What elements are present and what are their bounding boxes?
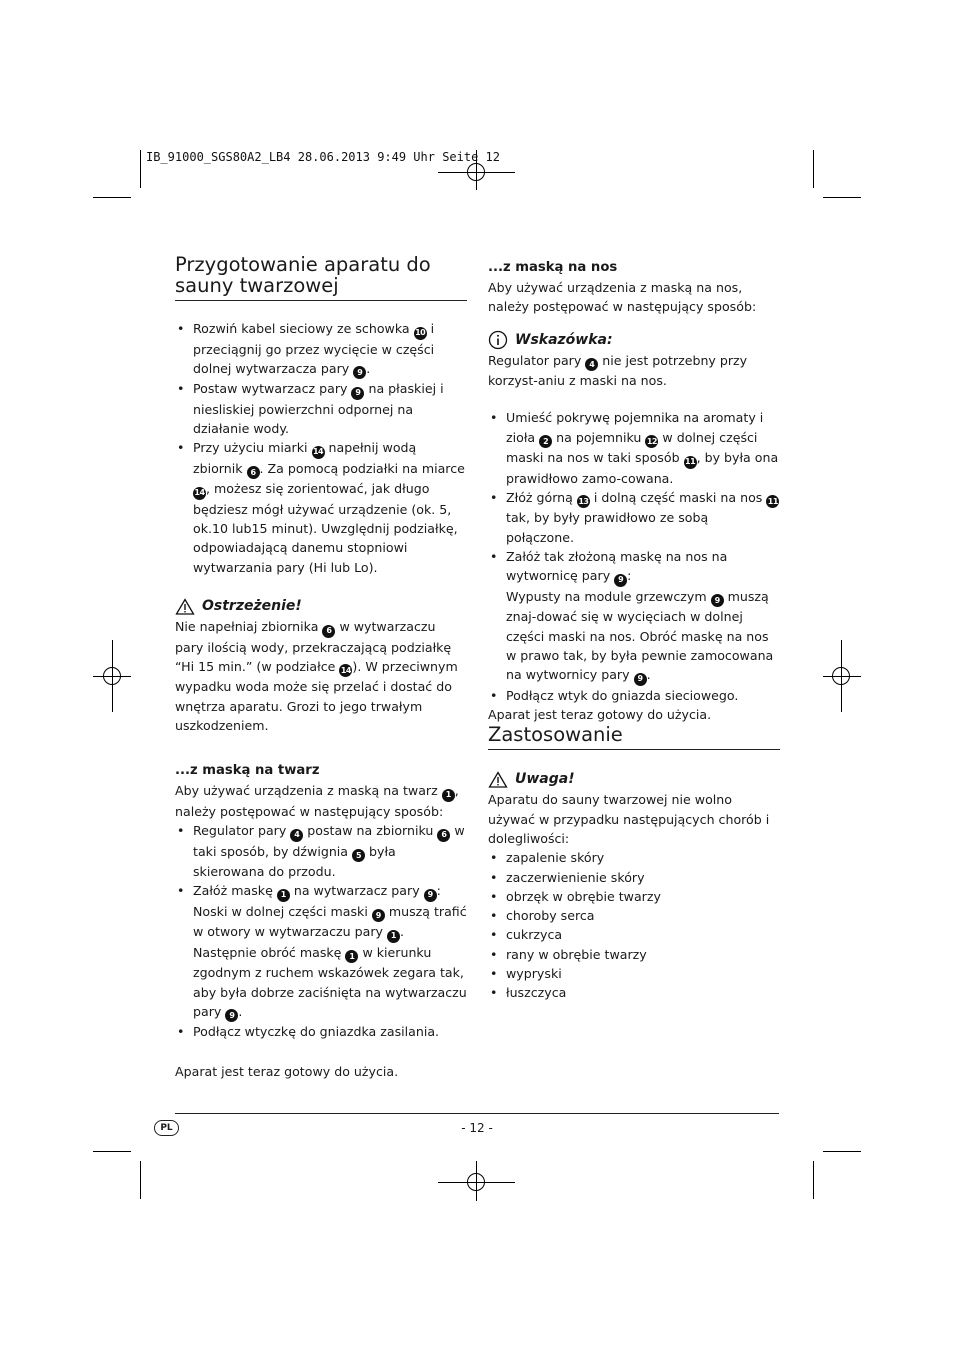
part-number-badge: 1 <box>277 889 290 902</box>
preparation-steps <box>175 319 467 577</box>
crop-mark <box>140 150 141 188</box>
list-item: • Regulator pary 4 postaw na zbiorniku 6 w taki sposób, by dźwignia 5 była skierowana do przodu. <box>175 821 467 881</box>
warning-block <box>175 595 467 735</box>
section-title-preparation: Przygotowanie aparatu do sauny twarzowej <box>175 254 467 301</box>
list-item: • Podłącz wtyczkę do gniazdka zasilania. <box>175 1022 467 1041</box>
list-item: • Umieść pokrywę pojemnika na aromaty i zioła 2 na pojemniku 12 w dolnej części maski na nos w taki sposób 11, by była ona prawidłowo zamo-cowana. <box>488 408 780 488</box>
part-number-badge: 4 <box>290 829 303 842</box>
contraindications-list <box>488 848 780 1002</box>
list-item: • łuszczyca <box>488 983 780 1002</box>
list-item: • Złóż górną 13 i dolną część maski na nos 11 tak, by były prawidłowo ze sobą połączone. <box>488 488 780 547</box>
left-column <box>175 254 467 1081</box>
part-number-badge: 9 <box>225 1009 238 1022</box>
part-number-badge: 4 <box>585 358 598 371</box>
ready-text: Aparat jest teraz gotowy do użycia. <box>488 707 712 723</box>
caution-block <box>488 768 780 1002</box>
subheading-face-mask: ...z maską na twarz <box>175 763 320 779</box>
registration-circle <box>467 163 485 181</box>
warning-triangle-icon <box>175 598 195 615</box>
part-number-badge: 9 <box>351 387 364 400</box>
part-number-badge: 14 <box>312 446 325 459</box>
hint-heading: Wskazówka: <box>515 331 613 348</box>
nose-intro: Aby używać urządzenia z maską na nos, należy postępować w następujący sposób: <box>488 280 757 315</box>
part-number-badge: 9 <box>634 673 647 686</box>
right-column <box>488 258 780 1003</box>
part-number-badge: 9 <box>424 889 437 902</box>
warning-triangle-icon <box>488 771 508 788</box>
nose-mask-steps <box>488 408 780 705</box>
list-item: • cukrzyca <box>488 925 780 944</box>
part-number-badge: 12 <box>645 435 658 448</box>
list-item: • wypryski <box>488 964 780 983</box>
part-number-badge: 9 <box>711 594 724 607</box>
part-number-badge: 11 <box>684 456 697 469</box>
ready-text: Aparat jest teraz gotowy do użycia. <box>175 1063 399 1079</box>
list-item: • Przy użyciu miarki 14 napełnij wodą zbiornik 6 . Za pomocą podziałki na miarce 14, możesz się zorientować, jak długo będziesz mógł używać urządzenie (ok. 5, ok.10 lub15 minut). Uwzględnij podziałkę, odpowiadającą danemu stopniowi wytwarzania pary (Hi lub Lo). <box>175 438 467 577</box>
print-slug: IB_91000_SGS80A2_LB4 28.06.2013 9:49 Uhr Seite 12 <box>146 150 501 164</box>
footer-rule <box>175 1113 779 1114</box>
crop-mark <box>823 1151 861 1152</box>
part-number-badge: 14 <box>339 664 352 677</box>
list-item: • choroby serca <box>488 906 780 925</box>
section-title-usage: Zastosowanie <box>488 724 780 750</box>
face-mask-steps <box>175 821 467 1042</box>
registration-circle <box>832 667 850 685</box>
crop-mark <box>140 1161 141 1199</box>
crop-mark <box>93 197 131 198</box>
part-number-badge: 9 <box>372 909 385 922</box>
list-item: • obrzęk w obrębie twarzy <box>488 887 780 906</box>
language-badge: PL <box>154 1120 179 1136</box>
list-item: • Postaw wytwarzacz pary 9 na płaskiej i niesliskiej powierzchni odpornej na działanie wody. <box>175 379 467 438</box>
part-number-badge: 1 <box>345 950 358 963</box>
registration-circle <box>467 1173 485 1191</box>
hint-block <box>488 329 780 391</box>
part-number-badge: 9 <box>614 574 627 587</box>
list-item: • zaczerwienienie skóry <box>488 868 780 887</box>
part-number-badge: 10 <box>414 327 427 340</box>
part-number-badge: 1 <box>442 789 455 802</box>
crop-mark <box>823 197 861 198</box>
hint-text: Regulator pary 4 nie jest potrzebny przy korzyst-aniu z maski na nos. <box>488 352 748 389</box>
list-item: • zapalenie skóry <box>488 848 780 867</box>
crop-mark <box>93 1151 131 1152</box>
list-item: • Załóż maskę 1 na wytwarzacz pary 9 : Noski w dolnej części maski 9 muszą trafić w otwory w wytwarzaczu pary 1 . Następnie obróć maskę 1 w kierunku zgodnym z ruchem wskazówek zegara tak, aby była dobrze zaciśnięta na wytwarzaczu pary 9 . <box>175 881 467 1022</box>
part-number-badge: 6 <box>322 625 335 638</box>
part-number-badge: 13 <box>577 495 590 508</box>
page-number: - 12 - <box>461 1121 493 1135</box>
list-item: • Podłącz wtyk do gniazda sieciowego. <box>488 686 780 705</box>
part-number-badge: 14 <box>193 487 206 500</box>
subheading-nose-mask: ...z maską na nos <box>488 260 618 275</box>
warning-heading: Ostrzeżenie! <box>202 598 302 615</box>
info-icon <box>488 330 508 350</box>
part-number-badge: 5 <box>352 849 365 862</box>
caution-text: Aparatu do sauny twarzowej nie wolno używać w przypadku następujących chorób i dolegliwości: <box>488 792 770 846</box>
part-number-badge: 6 <box>247 466 260 479</box>
part-number-badge: 11 <box>766 495 779 508</box>
crop-mark <box>813 150 814 188</box>
list-item: • Załóż tak złożoną maskę na nos na wytwornicę pary 9 : Wypusty na module grzewczym 9 muszą znaj-dować się w wycięciach w dolnej części maski na nos. Obróć maskę na nos w prawo tak, by była pewnie zamocowana na wytwornicy pary 9 . <box>488 547 780 686</box>
registration-circle <box>103 667 121 685</box>
part-number-badge: 2 <box>539 435 552 448</box>
caution-heading: Uwaga! <box>515 771 575 788</box>
list-item: • rany w obrębie twarzy <box>488 945 780 964</box>
list-item: • Rozwiń kabel sieciowy ze schowka 10 i przeciągnij go przez wycięcie w części dolnej wytwarzacza pary 9 . <box>175 319 467 379</box>
part-number-badge: 1 <box>387 930 400 943</box>
part-number-badge: 9 <box>353 366 366 379</box>
warning-text: Nie napełniaj zbiornika 6 w wytwarzaczu pary ilością wody, przekraczającą podziałkę “Hi 15 min.” (w podziałce 14). W przeciwnym wypadku woda może się przelać i dostać do wnętrza aparatu. Grozi to jego trwałym uszkodzeniem. <box>175 619 458 733</box>
part-number-badge: 6 <box>437 829 450 842</box>
crop-mark <box>813 1161 814 1199</box>
face-intro: Aby używać urządzenia z maską na twarz 1 , należy postępować w następujący sposób: <box>175 783 459 819</box>
